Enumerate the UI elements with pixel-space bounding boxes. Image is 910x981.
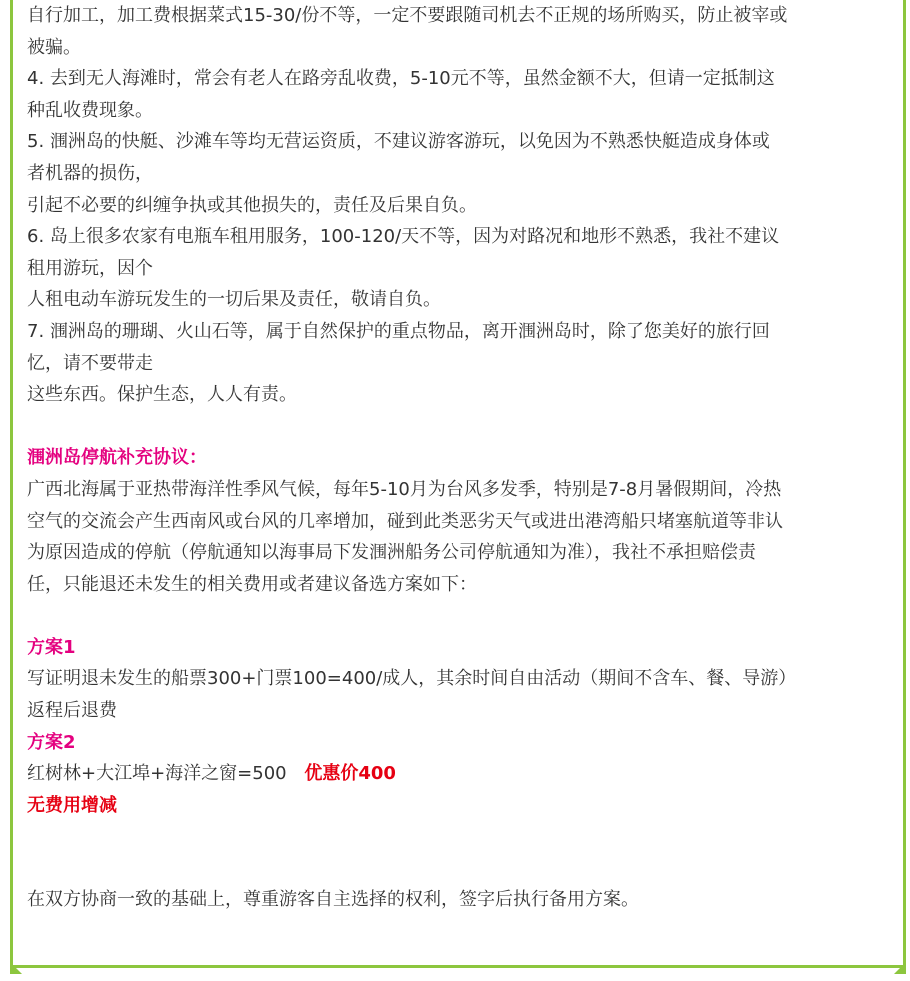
agreement-line: 为原因造成的停航（停航通知以海事局下发涠洲船务公司停航通知为准），我社不承担赔偿责 xyxy=(27,542,756,564)
frame-corner-left xyxy=(10,962,22,974)
plan2-text: 红树林+大江埠+海洋之窗=500 xyxy=(27,763,287,785)
agreement-line: 任，只能退还未发生的相关费用或者建议备选方案如下： xyxy=(27,573,477,595)
text-line: 5. 涠洲岛的快艇、沙滩车等均无营运资质，不建议游客游玩，以免因为不熟悉快艇造成身体或 xyxy=(27,131,770,153)
plan1-line: 写证明退未发生的船票300+门票100=400/成人，其余时间自由活动（期间不含车、餐、导游） xyxy=(27,668,797,690)
spacer xyxy=(27,600,897,632)
article-body xyxy=(27,0,897,916)
text-line: 被骗。 xyxy=(27,36,81,58)
text-line: 引起不必要的纠缠争执或其他损失的，责任及后果自负。 xyxy=(27,194,477,216)
plan2-line xyxy=(27,758,897,790)
agreement-line: 广西北海属于亚热带海洋性季风气候，每年5-10月为台风多发季，特别是7-8月暑假期间，冷热 xyxy=(27,478,782,500)
text-line: 忆，请不要带走 xyxy=(27,352,153,374)
spacer xyxy=(27,821,897,884)
plan1-line: 返程后退费 xyxy=(27,700,117,722)
text-line: 种乱收费现象。 xyxy=(27,99,153,121)
text-line: 者机器的损伤， xyxy=(27,162,153,184)
text-line: 7. 涠洲岛的珊瑚、火山石等，属于自然保护的重点物品，离开涠洲岛时，除了您美好的旅行回 xyxy=(27,320,770,342)
text-line: 4. 去到无人海滩时，常会有老人在路旁乱收费，5-10元不等，虽然金额不大，但请一定抵制这 xyxy=(27,68,775,90)
text-line: 租用游玩，因个 xyxy=(27,257,153,279)
text-line: 人租电动车游玩发生的一切后果及责任，敬请自负。 xyxy=(27,289,441,311)
text-line: 6. 岛上很多农家有电瓶车租用服务，100-120/天不等，因为对路况和地形不熟悉，我社不建议 xyxy=(27,226,780,248)
text-line: 自行加工，加工费根据菜式15-30/份不等，一定不要跟随司机去不正规的场所购买，防止被宰或 xyxy=(27,5,788,26)
agreement-line: 空气的交流会产生西南风或台风的几率增加，碰到此类恶劣天气或进出港湾船只堵塞航道等非认 xyxy=(27,510,783,532)
agreement-heading: 涠洲岛停航补充协议： xyxy=(27,447,207,469)
plan2-note: 无费用增减 xyxy=(27,794,117,816)
plan2-heading: 方案2 xyxy=(27,731,76,753)
plan1-heading: 方案1 xyxy=(27,636,76,658)
plan2-price: 优惠价400 xyxy=(304,763,396,785)
closing-text: 在双方协商一致的基础上，尊重游客自主选择的权利，签字后执行备用方案。 xyxy=(27,889,639,911)
frame-corner-right xyxy=(894,962,906,974)
spacer xyxy=(27,411,897,443)
text-line: 这些东西。保护生态，人人有责。 xyxy=(27,384,297,406)
